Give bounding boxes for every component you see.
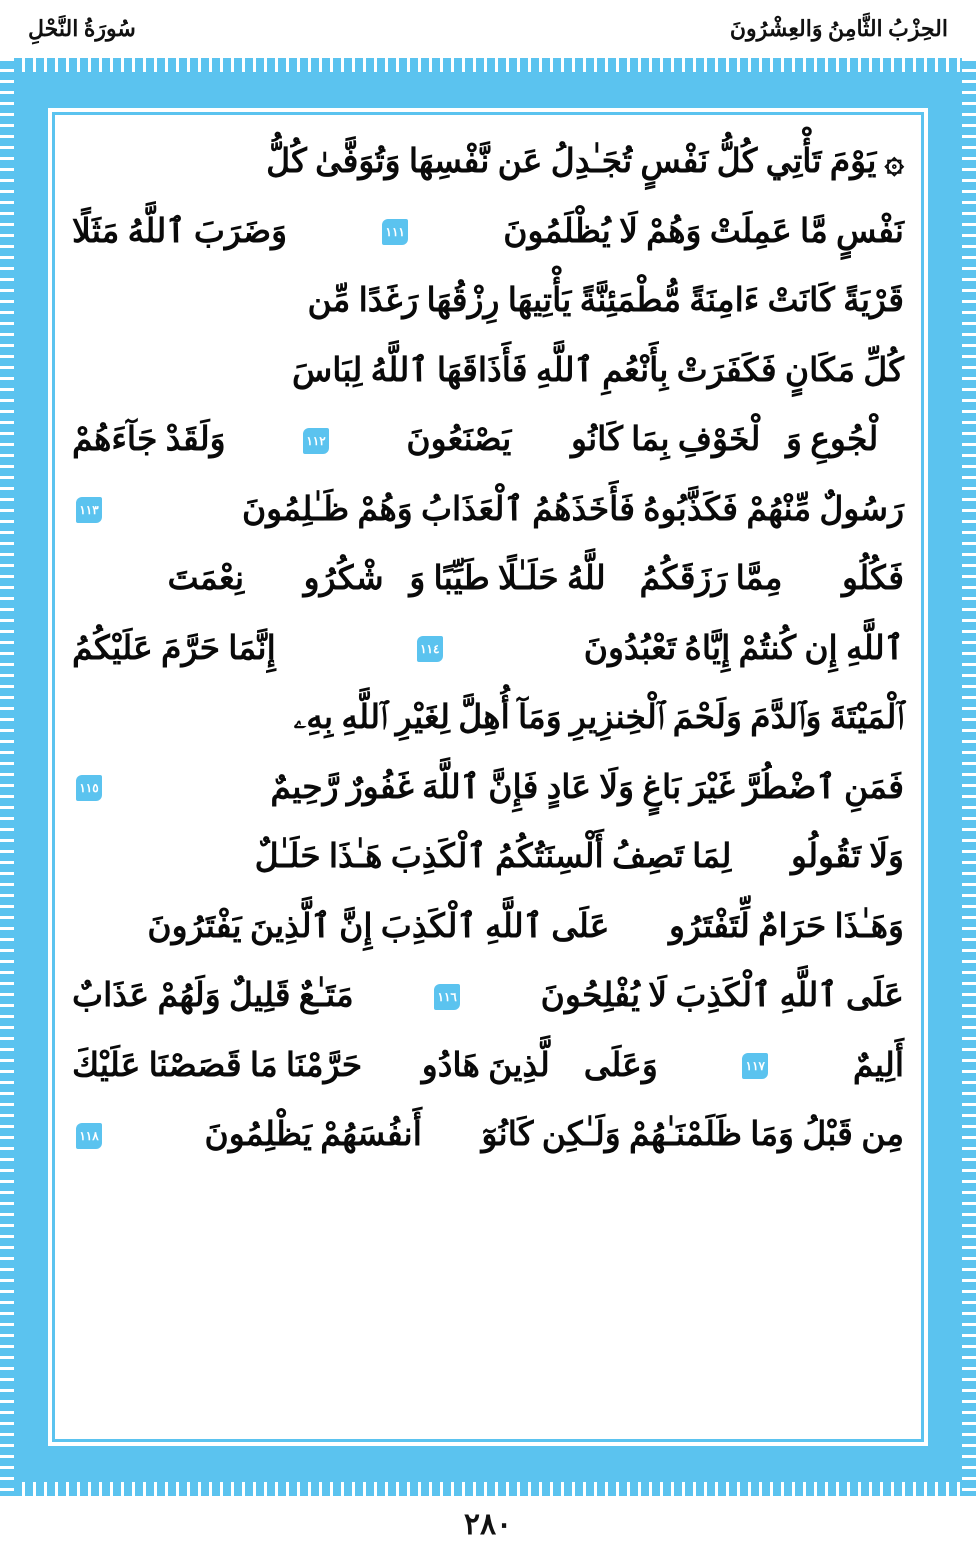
ayah-text-continued: وَلَقَدْ جَآءَهُمْ (72, 422, 226, 459)
ayah-text: كُلِّ مَكَانٍ فَكَفَرَتْ بِأَنْعُمِ ٱللَّهِ فَأَذَاقَهَا ٱللَّهُ لِبَاسَ (291, 352, 904, 389)
ayah-line (72, 267, 904, 337)
ayah-text: ٱلْجُوعِ وَٱلْخَوْفِ بِمَا كَانُوا۟ يَصْنَعُونَ (406, 422, 904, 459)
ayah-line (72, 1101, 904, 1171)
ayah-end-marker: ١١٦ (434, 984, 460, 1010)
ayah-line (72, 684, 904, 754)
ayah-end-marker: ١١٨ (76, 1123, 102, 1149)
ayah-text: رَسُولٌ مِّنْهُمْ فَكَذَّبُوهُ فَأَخَذَهُمُ ٱلْعَذَابُ وَهُمْ ظَـٰلِمُونَ (241, 491, 904, 528)
ayah-text: ٱلْمَيْتَةَ وَٱلدَّمَ وَلَحْمَ ٱلْخِنزِيرِ وَمَآ أُهِلَّ لِغَيْرِ ٱللَّهِ بِهِۦ (293, 700, 904, 737)
ayah-line (72, 615, 904, 685)
ayah-line (72, 754, 904, 824)
ayah-text: ۞ يَوْمَ تَأْتِي كُلُّ نَفْسٍ تُجَـٰدِلُ عَن نَّفْسِهَا وَتُوَفَّىٰ كُلُّ (266, 144, 904, 181)
quran-text-block (72, 128, 904, 1428)
ayah-end-marker: ١١٥ (76, 775, 102, 801)
ayah-line (72, 198, 904, 268)
ayah-line (72, 893, 904, 963)
ayah-end-marker: ١١١ (382, 219, 408, 245)
ayah-text: ٱللَّهِ إِن كُنتُمْ إِيَّاهُ تَعْبُدُونَ (583, 630, 904, 667)
ayah-text: فَكُلُوا۟ مِمَّا رَزَقَكُمُ ٱللَّهُ حَلَـٰلًا طَيِّبًا وَٱشْكُرُوا۟ نِعْمَتَ (167, 561, 904, 598)
ayah-line (72, 545, 904, 615)
frame-scallop-right (962, 58, 976, 1496)
ayah-line (72, 962, 904, 1032)
ayah-line (72, 1032, 904, 1102)
ayah-text: مِن قَبْلُ وَمَا ظَلَمْنَـٰهُمْ وَلَـٰكِن كَانُوٓا۟ أَنفُسَهُمْ يَظْلِمُونَ (204, 1117, 904, 1154)
page-footer (0, 1496, 976, 1552)
surah-name-label: سُورَةُ النَّحْلِ (28, 16, 136, 41)
ayah-end-marker: ١١٧ (742, 1053, 768, 1079)
ayah-text: عَلَى ٱللَّهِ ٱلْكَذِبَ لَا يُفْلِحُونَ (540, 978, 904, 1015)
page-number: ٢٨٠ (463, 1507, 513, 1541)
ayah-text: وَلَا تَقُولُوا۟ لِمَا تَصِفُ أَلْسِنَتُكُمُ ٱلْكَذِبَ هَـٰذَا حَلَـٰلٌ (254, 839, 904, 876)
hizb-label: الحِزْبُ الثَّامِنُ وَالعِشْرُونَ (729, 16, 948, 41)
ayah-text: أَلِيمٌ (852, 1047, 904, 1084)
ayah-line (72, 406, 904, 476)
ayah-text: فَمَنِ ٱضْطُرَّ غَيْرَ بَاغٍ وَلَا عَادٍ فَإِنَّ ٱللَّهَ غَفُورٌ رَّحِيمٌ (270, 769, 904, 806)
ayah-text: وَهَـٰذَا حَرَامٌ لِّتَفْتَرُوا۟ عَلَى ٱللَّهِ ٱلْكَذِبَ إِنَّ ٱلَّذِينَ يَفْتَرُونَ (147, 908, 904, 945)
ayah-line (72, 823, 904, 893)
ayah-end-marker: ١١٤ (417, 636, 443, 662)
ayah-text: نَفْسٍ مَّا عَمِلَتْ وَهُمْ لَا يُظْلَمُونَ (503, 213, 904, 250)
ayah-end-marker: ١١٢ (303, 428, 329, 454)
ayah-line (72, 476, 904, 546)
ayah-text-continued: وَعَلَى ٱلَّذِينَ هَادُوا۟ حَرَّمْنَا مَا قَصَصْنَا عَلَيْكَ (72, 1047, 658, 1084)
frame-scallop-left (0, 58, 14, 1496)
ayah-text-continued: وَضَرَبَ ٱللَّهُ مَثَلًا (72, 213, 288, 250)
ayah-text-continued: مَتَـٰعٌ قَلِيلٌ وَلَهُمْ عَذَابٌ (72, 978, 354, 1015)
frame-scallop-top (0, 58, 976, 72)
ayah-line (72, 337, 904, 407)
ayah-text: قَرْيَةً كَانَتْ ءَامِنَةً مُّطْمَئِنَّةً يَأْتِيهَا رِزْقُهَا رَغَدًا مِّن (307, 283, 904, 320)
ayah-text-continued: إِنَّمَا حَرَّمَ عَلَيْكُمُ (72, 630, 276, 667)
ayah-end-marker: ١١٣ (76, 497, 102, 523)
page-header (0, 0, 976, 58)
ayah-line (72, 128, 904, 198)
frame-scallop-bottom (0, 1482, 976, 1496)
